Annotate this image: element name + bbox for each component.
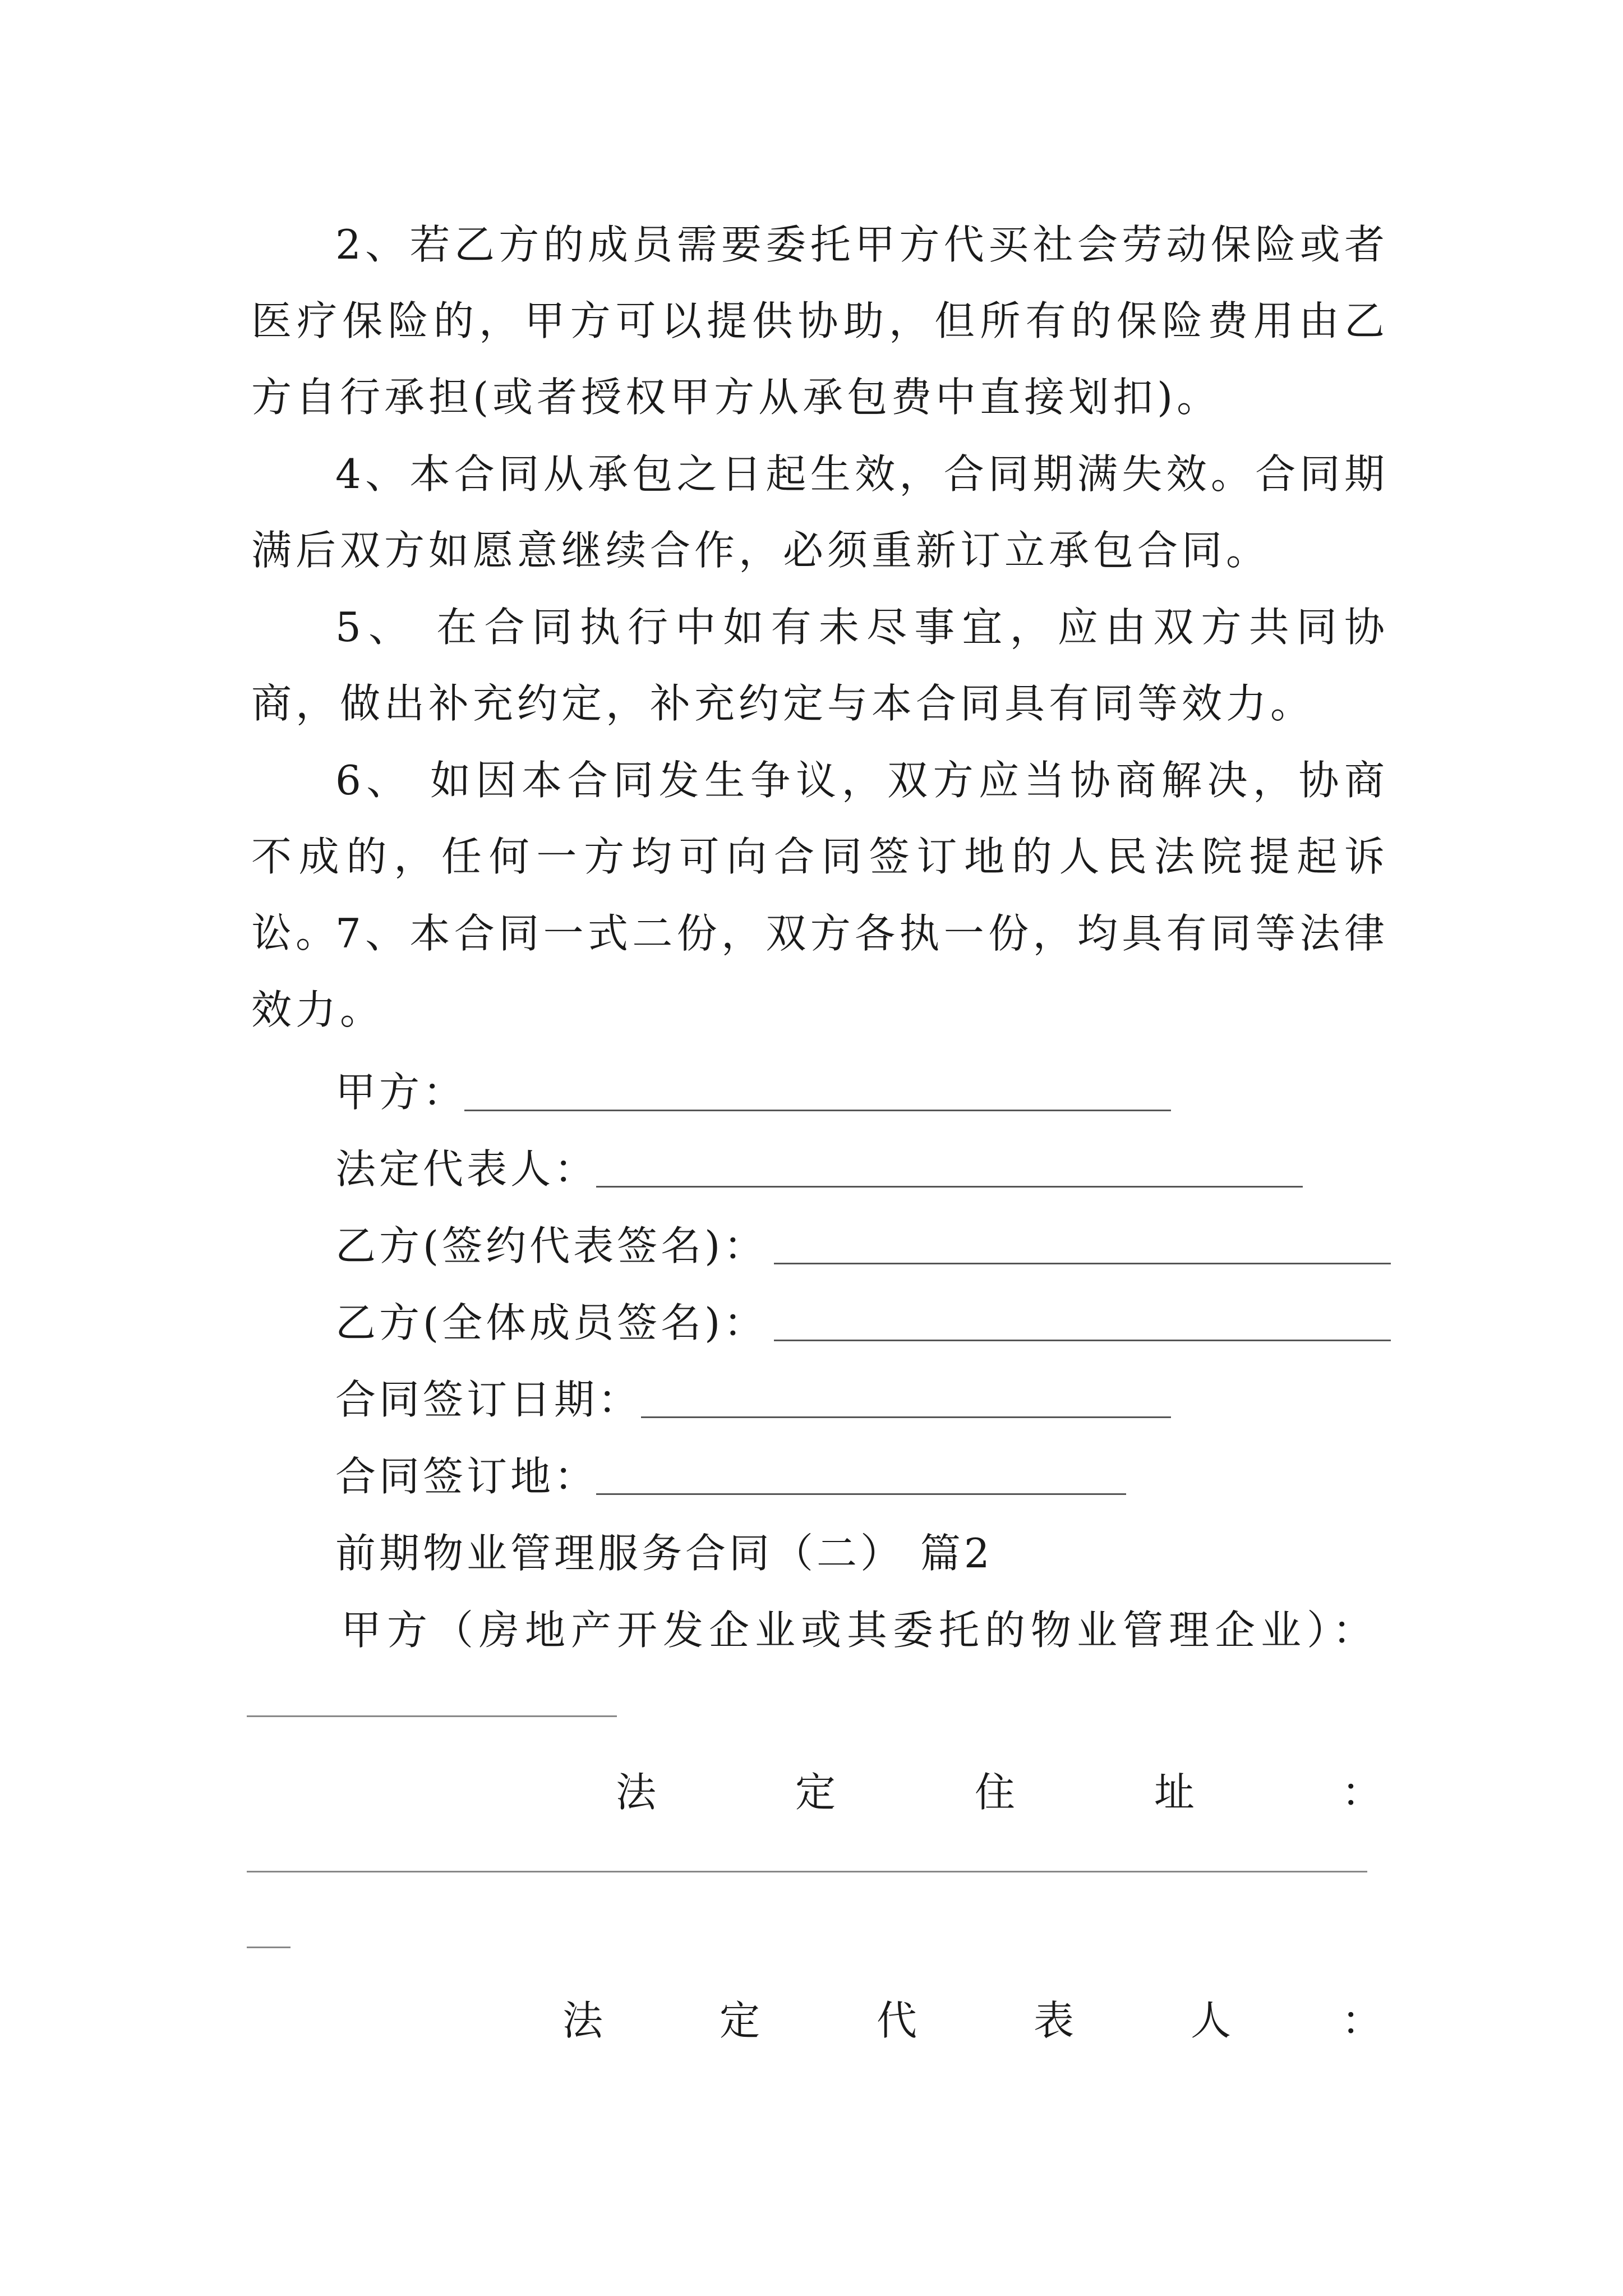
rep-char-1: 法 — [562, 1997, 603, 2044]
party-a-full-label: 甲方（房地产开发企业或其委托的物业管理企业）： — [341, 1607, 1379, 1654]
clause-7: 7、本合同一式二份，双方各执一份，均具有同等法律效力。 — [251, 910, 1389, 1033]
address-fill-line-continued — [247, 1947, 291, 1948]
sign-place-label: 合同签订地： — [335, 1453, 598, 1500]
address-char-1: 法 — [616, 1769, 657, 1816]
rep-char-5: 人 — [1191, 1997, 1232, 2044]
rep-colon: ： — [1341, 1997, 1382, 2044]
address-char-2: 定 — [795, 1769, 836, 1816]
rep-char-4: 表 — [1034, 1997, 1075, 2044]
address-fill-line — [247, 1871, 1367, 1872]
legal-rep-signature-line — [596, 1186, 1303, 1188]
clause-4: 4、本合同从承包之日起生效，合同期满失效。合同期满后双方如愿意继续合作，必须重新订立承包合同。 — [251, 450, 1389, 574]
party-b-rep-signature-line — [774, 1263, 1391, 1264]
party-a-label: 甲方： — [335, 1069, 467, 1116]
party-a-name-line — [247, 1715, 617, 1717]
sign-date-line — [641, 1416, 1171, 1418]
clause-5: 5、 在合同执行中如有未尽事宜，应由双方共同协商，做出补充约定，补充约定与本合同具有同等效力。 — [251, 604, 1389, 727]
sign-place-line — [596, 1493, 1126, 1495]
rep-char-3: 代 — [877, 1997, 917, 2044]
party-b-all-label: 乙方(全体成员签名)： — [335, 1299, 768, 1346]
sign-date-label: 合同签订日期： — [335, 1376, 642, 1423]
address-char-4: 址 — [1154, 1769, 1195, 1816]
section-title: 前期物业管理服务合同（二） 篇2 — [335, 1530, 993, 1577]
address-colon: ： — [1341, 1769, 1382, 1816]
party-b-rep-label: 乙方(签约代表签名)： — [335, 1222, 768, 1269]
legal-rep-label: 法定代表人： — [335, 1145, 598, 1193]
rep-char-2: 定 — [720, 1997, 760, 2044]
address-char-3: 住 — [975, 1769, 1016, 1816]
party-a-signature-line — [464, 1110, 1171, 1111]
clause-6: 6、 如因本合同发生争议，双方应当协商解决，协商不成的，任何一方均可向合同签订地的人民法院提起诉讼。 — [251, 757, 1389, 956]
party-b-all-signature-line — [774, 1340, 1391, 1341]
clause-2: 2、若乙方的成员需要委托甲方代买社会劳动保险或者医疗保险的，甲方可以提供协助，但所有的保险费用由乙方自行承担(或者授权甲方从承包费中直接划扣)。 — [251, 221, 1389, 421]
